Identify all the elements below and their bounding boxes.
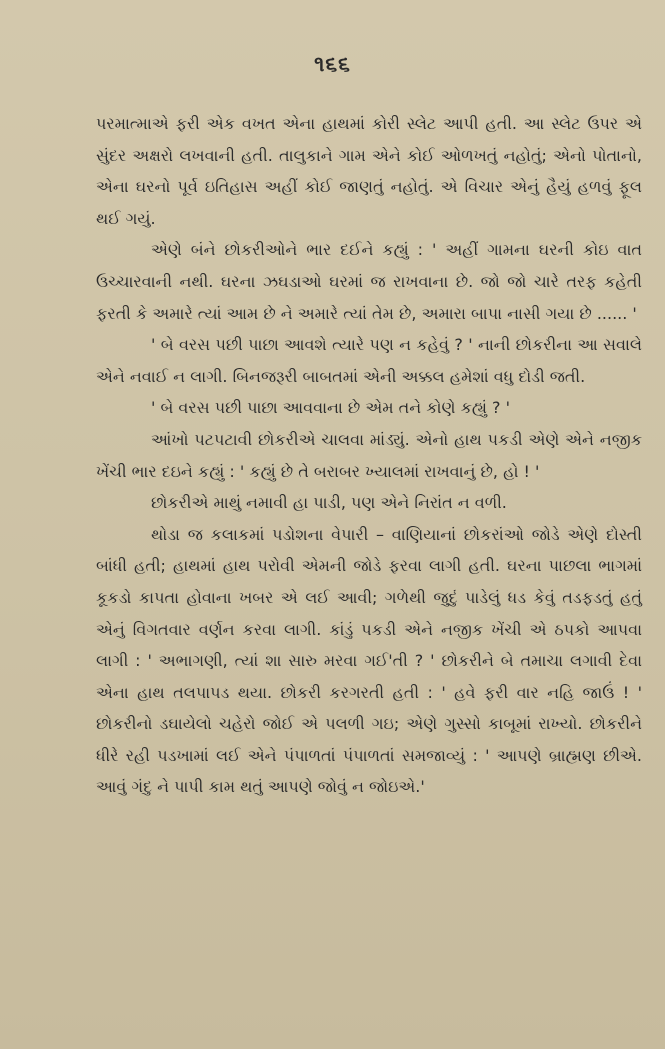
paragraph-6: છોકરીએ માથું નમાવી હા પાડી, પણ એને નિરાંત ન વળી. (151, 493, 507, 513)
page-body (96, 108, 642, 803)
paragraph-2: એણે બંને છોકરીઓને ભાર દઈને કહ્યું : ' અહીં ગામના ઘરની કોઇ વાત ઉચ્ચારવાની નથી. ઘરના ઝઘડાઓ ઘરમાં જ રાખવાના છે. જો જો ચારે તરફ કહેતી ફરતી કે અમારે ત્યાં આમ છે ને અમારે ત્યાં તેમ છે, અમારા બાપા નાસી ગયા છે ...... ' (96, 240, 642, 323)
paragraph-5: આંખો પટપટાવી છોકરીએ ચાલવા માંડ્યું. એનો હાથ પકડી એણે એને નજીક ખેંચી ભાર દઇને કહ્યું : ' કહ્યું છે તે બરાબર ખ્યાલમાં રાખવાનું છે, હો ! ' (96, 429, 642, 481)
paragraph-4: ' બે વરસ પછી પાછા આવવાના છે એમ તને કોણે કહ્યું ? ' (151, 398, 511, 418)
paragraph-1: પરમાત્માએ ફરી એક વખત એના હાથમાં કોરી સ્લેટ આપી હતી. આ સ્લેટ ઉપર એ સુંદર અક્ષરો લખવાની હતી. તાલુકાને ગામ એને કોઈ ઓળખતું નહોતું; એનો પોતાનો, એના ઘરનો પૂર્વ ઇતિહાસ અહીં કોઈ જાણતું નહોતું. એ વિચાર એનું હૈયું હળવું ફૂલ થઈ ગયું. (96, 114, 642, 228)
paragraph-7: થોડા જ કલાકમાં પડોશના વેપારી – વાણિયાનાં છોકરાંઓ જોડે એણે દોસ્તી બાંધી હતી; હાથમાં હાથ પરોવી એમની જોડે ફરવા લાગી હતી. ઘરના પાછલા ભાગમાં કૂકડો કાપતા હોવાના ખબર એ લઈ આવી; ગળેથી જુદું પાડેલું ધડ કેવું તડફડતું હતું એનું વિગતવાર વર્ણન કરવા લાગી. કાંડું પકડી એને નજીક ખેંચી એ ઠપકો આપવા લાગી : ' અભાગણી, ત્યાં શા સારુ મરવા ગઈ'તી ? ' છોકરીને બે તમાચા લગાવી દેવા એના હાથ તલપાપડ થયા. છોકરી કરગરતી હતી : ' હવે ફરી વાર નહિ જાઉં ! ' છોકરીનો ડઘાયેલો ચહેરો જોઈ એ પલળી ગઇ; એણે ગુસ્સો કાબૂમાં રાખ્યો. છોકરીને ધીરે રહી પડખામાં લઈ એને પંપાળતાં પંપાળતાં સમજાવ્યું : ' આપણે બ્રાહ્મણ છીએ. આવું ગંદુ ને પાપી કામ થતું આપણે જોવું ન જોઇએ.' (96, 524, 642, 797)
paragraph-3: ' બે વરસ પછી પાછા આવશે ત્યારે પણ ન કહેવું ? ' નાની છોકરીના આ સવાલે એને નવાઈ ન લાગી. બિનજરૂરી બાબતમાં એની અક્કલ હમેશાં વધુ દોડી જતી. (96, 335, 642, 386)
page-number: ૧૬૬ (314, 52, 351, 76)
